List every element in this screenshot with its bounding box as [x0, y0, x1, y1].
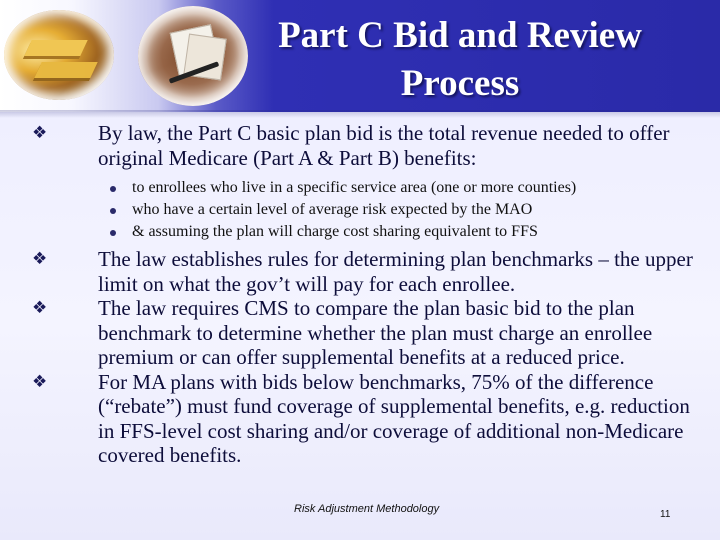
bullet-text: For MA plans with bids below benchmarks, 75% of the difference (“rebate”) must fund coverage of supplemental benefits, e.g. reduction in FFS-level cost sharing and/or coverage of additional non-Medicare covered benefits. — [98, 369, 690, 467]
sub-bullet-text: who have a certain level of average risk expected by the MAO — [132, 201, 533, 218]
diamond-bullet-icon: ❖ — [32, 249, 48, 269]
bullet-text: The law establishes rules for determining plan benchmarks – the upper limit on what the gov’t will pay for each enrollee. — [98, 247, 693, 296]
sub-bullet-item — [28, 177, 708, 199]
slide-title: Part C Bid and Review Process — [278, 15, 642, 104]
footer-text: Risk Adjustment Methodology — [294, 503, 440, 515]
diamond-bullet-icon: ❖ — [32, 123, 48, 143]
diamond-bullet-icon: ❖ — [32, 371, 48, 392]
page-number: 11 — [660, 509, 671, 520]
gold-bar-shape — [34, 62, 97, 78]
sub-bullet-text: & assuming the plan will charge cost sharing equivalent to FFS — [132, 223, 538, 240]
dot-bullet-icon — [110, 186, 116, 192]
gold-bars-photo — [4, 10, 114, 100]
gold-bar-shape — [24, 40, 87, 56]
bullet-item — [28, 296, 708, 370]
header-shadow — [0, 110, 720, 118]
dot-bullet-icon — [110, 230, 116, 236]
sub-bullet-text: to enrollees who live in a specific service area (one or more counties) — [132, 179, 577, 196]
bullet-list — [28, 121, 708, 468]
sub-bullet-item — [28, 221, 708, 243]
bullet-text: By law, the Part C basic plan bid is the total revenue needed to offer original Medicare (Part A & Part B) benefits: — [98, 121, 670, 170]
bullet-item — [28, 247, 708, 296]
bullet-text: The law requires CMS to compare the plan basic bid to the plan benchmark to determine whether the plan must charge an enrollee premium or can offer supplemental benefits at a reduced price. — [98, 296, 653, 369]
dot-bullet-icon — [110, 208, 116, 214]
sub-bullet-item — [28, 199, 708, 221]
bullet-item — [28, 121, 708, 170]
diamond-bullet-icon: ❖ — [32, 298, 48, 318]
documents-pen-photo — [138, 6, 248, 106]
sub-bullet-list — [28, 177, 708, 243]
bullet-item — [28, 370, 708, 468]
